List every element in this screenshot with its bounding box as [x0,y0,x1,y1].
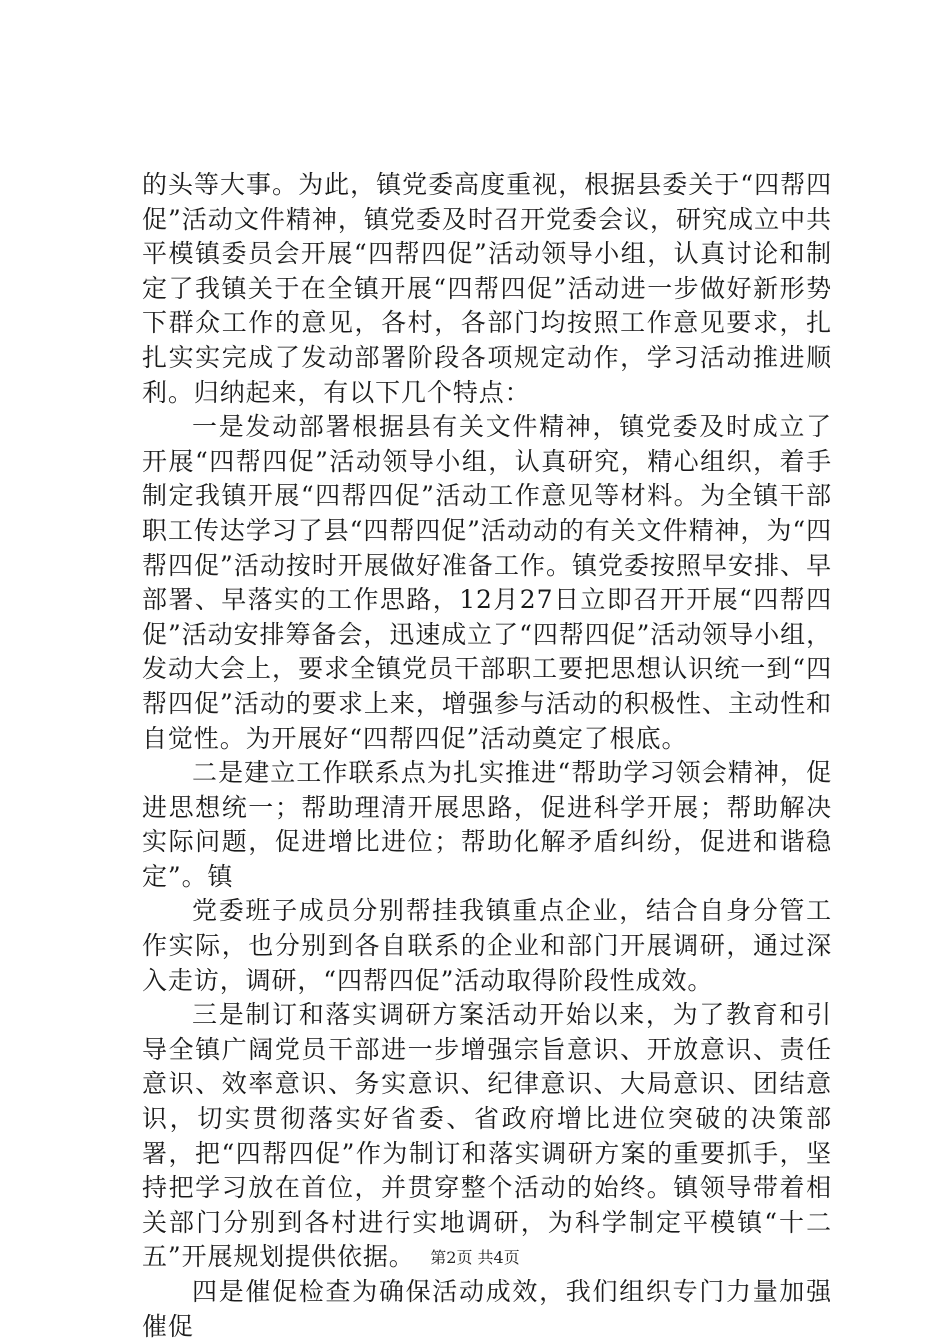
page-number-footer: 第2页 共4页 [430,1248,520,1267]
paragraph-2: 一是发动部署根据县有关文件精神，镇党委及时成立了开展“四帮四促”活动领导小组，认真研究，精心组织，着手制定我镇开展“四帮四促”活动工作意见等材料。为全镇干部职工传达学习了县“四帮四促”活动动的有关文件精神，为“四帮四促”活动按时开展做好准备工作。镇党委按照早安排、早部署、早落实的工作思路，12月27日立即召开开展“四帮四促”活动安排筹备会，迅速成立了“四帮四促”活动领导小组，发动大会上，要求全镇党员干部职工要把思想认识统一到“四帮四促”活动的要求上来，增强参与活动的积极性、主动性和自觉性。为开展好“四帮四促”活动奠定了根底。 [142,412,832,753]
paragraph-6: 四是催促检查为确保活动成效，我们组织专门力量加强催促 [142,1277,832,1341]
paragraph-1: 的头等大事。为此，镇党委高度重视，根据县委关于“四帮四促”活动文件精神，镇党委及时召开党委会议，研究成立中共平模镇委员会开展“四帮四促”活动领导小组，认真讨论和制定了我镇关于在全镇开展“四帮四促”活动进一步做好新形势下群众工作的意见，各村，各部门均按照工作意见要求，扎扎实实完成了发动部署阶段各项规定动作，学习活动推进顺利。归纳起来，有以下几个特点： [142,170,832,407]
document-body [142,168,832,1344]
paragraph-5: 三是制订和落实调研方案活动开始以来，为了教育和引导全镇广阔党员干部进一步增强宗旨意识、开放意识、责任意识、效率意识、务实意识、纪律意识、大局意识、团结意识，切实贯彻落实好省委、省政府增比进位突破的决策部署，把“四帮四促”作为制订和落实调研方案的重要抓手，坚持把学习放在首位，并贯穿整个活动的始终。镇领导带着相关部门分别到各村进行实地调研，为科学制定平模镇“十二五”开展规划提供依据。 [142,1000,832,1272]
paragraph-4: 党委班子成员分别帮挂我镇重点企业，结合自身分管工作实际，也分别到各自联系的企业和部门开展调研，通过深入走访，调研，“四帮四促”活动取得阶段性成效。 [142,896,832,995]
paragraph-3: 二是建立工作联系点为扎实推进“帮助学习领会精神，促进思想统一；帮助理清开展思路，促进科学开展；帮助解决实际问题，促进增比进位；帮助化解矛盾纠纷，促进和谐稳定”。镇 [142,758,832,891]
